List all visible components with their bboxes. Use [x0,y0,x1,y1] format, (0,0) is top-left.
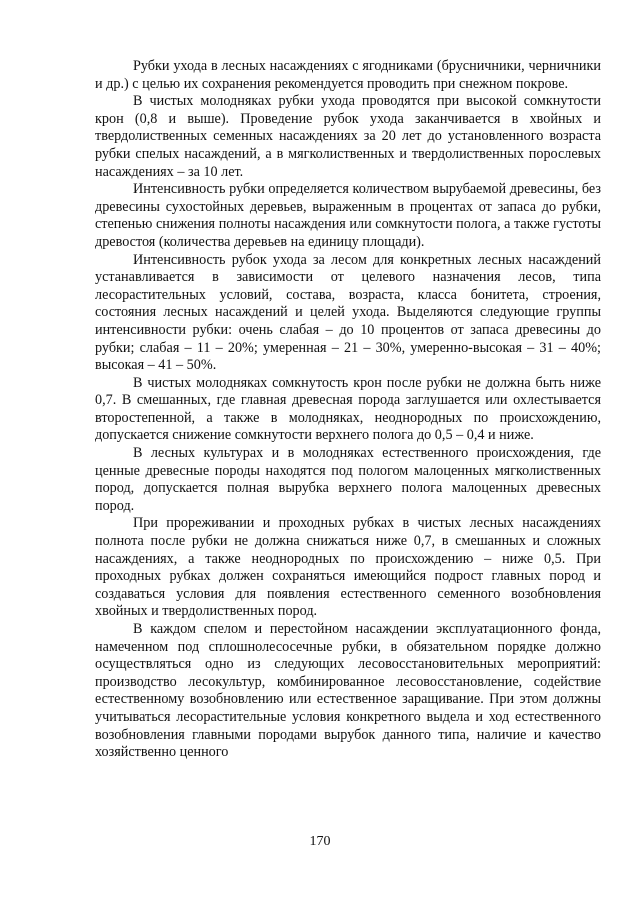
paragraph-cutting-intensity-definition: Интенсивность рубки определяется количеством вырубаемой древесины, без древесины сухостойных деревьев, выраженным в процентах от запаса до рубки, степенью снижения полноты насаждения или сомкнутости полога, а также густоты древостоя (количества деревьев на единицу площади). [95,181,601,250]
paragraph-thinning: При прореживании и проходных рубках в чистых лесных насаждениях полнота после рубки не должна снижаться ниже 0,7, в смешанных и сложных насаждениях, а также неоднородных по происхождению – ниже 0,5. При проходных рубках должен сохраняться имеющийся подрост главных пород и создаваться условия для появления естественного семенного возобновления хвойных и твердолиственных пород. [95,515,601,620]
paragraph-reforestation: В каждом спелом и перестойном насаждении эксплуатационного фонда, намеченном под сплошнолесосечные рубки, в обязательном порядке должно осуществляться одно из следующих лесовосстановительных мероприятий: производство лесокультур, комбинированное лесовосстановление, содействие естественному возобновлению или естественное заращивание. При этом должны учитываться лесорастительные условия конкретного выдела и ход естественного возобновления главными породами вырубок данного типа, наличие и качество хозяйственно ценного [95,621,601,761]
page-number: 170 [309,834,331,849]
paragraph-pure-young-stands: В чистых молодняках рубки ухода проводятся при высокой сомкнутости крон (0,8 и выше). Проведение рубок ухода заканчивается в хвойных и твердолиственных семенных насаждениях за 20 лет до установленного возраста рубки спелых насаждений, а в мягколиственных и твердолиственных порослевых насаждениях – за 10 лет. [95,93,601,180]
paragraph-forest-cultures: В лесных культурах и в молодняках естественного происхождения, где ценные древесные породы находятся под пологом малоценных мягколиственных пород, допускается полная вырубка верхнего полога малоценных древесных пород. [95,445,601,514]
paragraph-canopy-closure: В чистых молодняках сомкнутость крон после рубки не должна быть ниже 0,7. В смешанных, где главная древесная порода заглушается или охлестывается второстепенной, а также в молодняках, неоднородных по происхождению, допускается снижение сомкнутости верхнего полога до 0,5 – 0,4 и ниже. [95,374,601,444]
page-body [95,58,601,762]
paragraph-intensity-groups: Интенсивность рубок ухода за лесом для конкретных лесных насаждений устанавливается в зависимости от целевого назначения лесов, типа лесорастительных условий, состава, возраста, класса бонитета, строения, состояния лесных насаждений и целей ухода. Выделяются следующие группы интенсивности рубки: очень слабая – до 10 процентов от запаса древесины до рубки; слабая – 11 – 20%; умеренная – 21 – 30%, умеренно-высокая – 31 – 40%; высокая – 41 – 50%. [95,251,601,374]
paragraph-berry-stands: Рубки ухода в лесных насаждениях с ягодниками (брусничники, черничники и др.) с целью их сохранения рекомендуется проводить при снежном покрове. [95,58,601,92]
